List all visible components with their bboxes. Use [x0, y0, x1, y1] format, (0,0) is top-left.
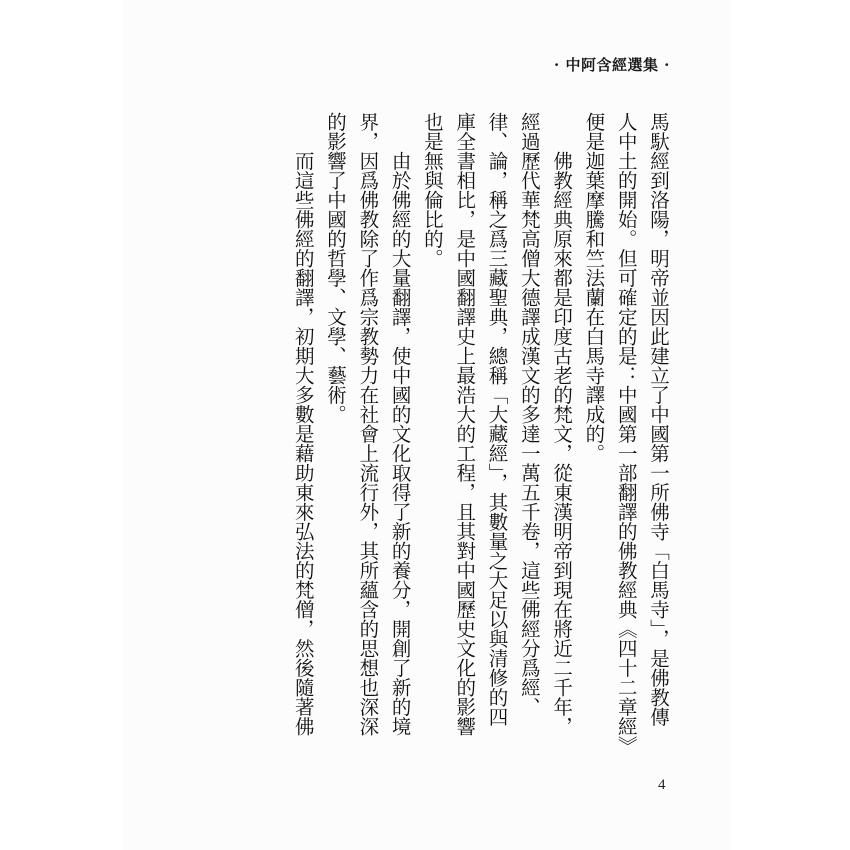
- text-column: 便是迦葉摩騰和竺法蘭在白馬寺譯成的。: [582, 112, 606, 463]
- text-column: 也是無與倫比的。: [420, 112, 444, 268]
- paragraph-start-column: 佛教經典原來都是印度古老的梵文，從東漢明帝到現在將近二千年，: [550, 151, 574, 736]
- text-column: 界，因爲佛教除了作爲宗教勢力在社會上流行外，其所蘊含的思想也深深: [356, 112, 380, 736]
- text-column: 的影響了中國的哲學、文學、藝術。: [324, 112, 348, 424]
- text-column: 律、論，稱之爲三藏聖典，總稱「大藏經」，其數量之大足以與清修的四: [485, 112, 509, 727]
- text-column: 人中土的開始。但可確定的是：中國第一部翻譯的佛教經典《四十二章經》: [614, 112, 638, 756]
- text-column: 馬馱經到洛陽，明帝並因此建立了中國第一所佛寺「白馬寺」，是佛教傳: [647, 112, 670, 727]
- page-number: 4: [658, 777, 666, 793]
- vertical-body-text: [286, 112, 674, 772]
- running-header: · 中阿含經選集 ·: [554, 56, 670, 74]
- text-column: 經過歷代華梵高僧大德譯成漢文的多達一萬五千卷，這些佛經分爲經、: [517, 112, 541, 717]
- paragraph-start-column: 而這些佛經的翻譯，初期大多數是藉助東來弘法的梵僧，然後隨著佛: [291, 151, 315, 736]
- text-column: 庫全書相比，是中國翻譯史上最浩大的工程，且其對中國歷史文化的影響: [453, 112, 477, 736]
- paragraph-start-column: 由於佛經的大量翻譯，使中國的文化取得了新的養分，開創了新的境: [388, 151, 412, 736]
